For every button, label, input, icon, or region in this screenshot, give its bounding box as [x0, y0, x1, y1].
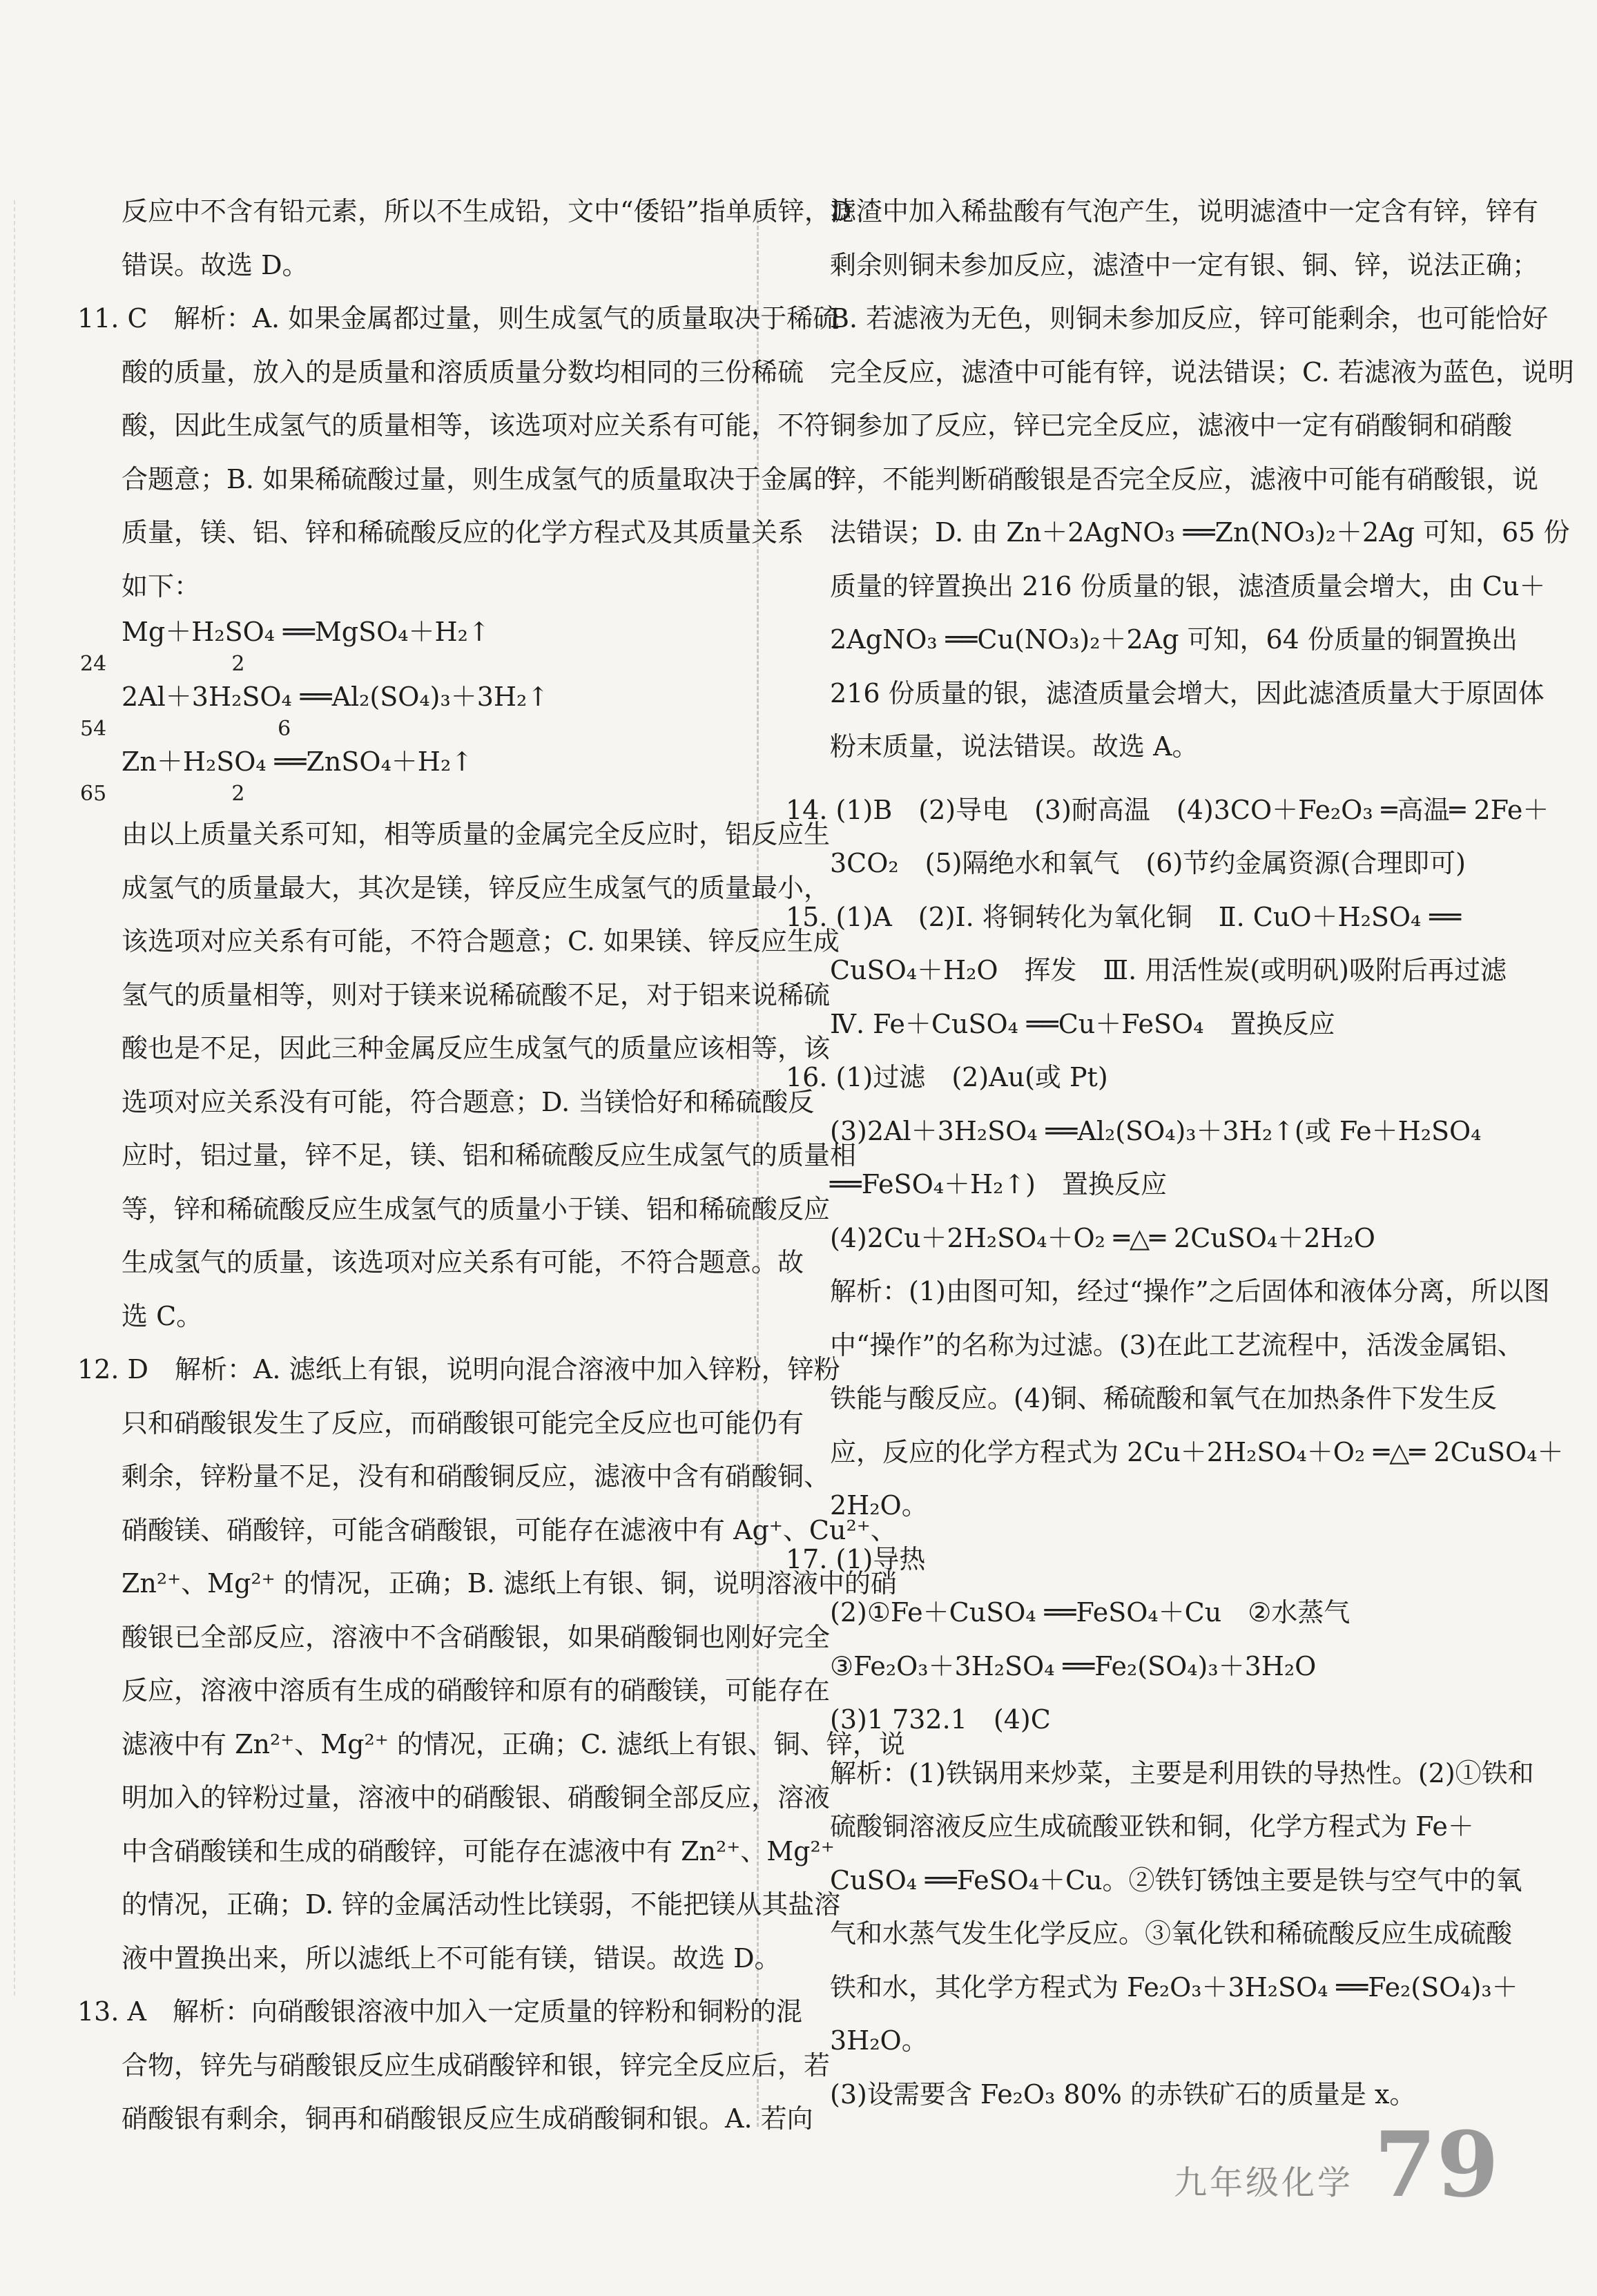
text-line: 3H₂O。	[830, 2025, 928, 2056]
text-line: (4)2Cu＋2H₂SO₄＋O₂ ═△═ 2CuSO₄＋2H₂O	[830, 1222, 1375, 1253]
text-line: 滤液中有 Zn²⁺、Mg²⁺ 的情况，正确；C. 滤纸上有银、铜、锌，说	[122, 1728, 905, 1759]
text-line: 的情况，正确；D. 锌的金属活动性比镁弱，不能把镁从其盐溶	[122, 1889, 841, 1920]
text-line: 成氢气的质量最大，其次是镁，锌反应生成氢气的质量最小，	[122, 872, 831, 903]
text-line: 液中置换出来，所以滤纸上不可能有镁，错误。故选 D。	[122, 1942, 781, 1974]
binding-edge	[14, 200, 15, 1996]
text-line: CuSO₄＋H₂O 挥发 Ⅲ. 用活性炭(或明矾)吸附后再过滤	[830, 955, 1507, 985]
mass-ratio-line: 54 6	[80, 717, 291, 741]
mass-ratio-line: 65 2	[80, 782, 245, 806]
text-line: 生成氢气的质量，该选项对应关系有可能，不符合题意。故	[122, 1247, 804, 1277]
text-line: 2H₂O。	[830, 1490, 928, 1521]
text-line: 铁能与酸反应。(4)铜、稀硫酸和氧气在加热条件下发生反	[830, 1383, 1497, 1414]
text-line: 选 C。	[122, 1300, 203, 1331]
text-line: 等，锌和稀硫酸反应生成氢气的质量小于镁、铝和稀硫酸反应	[122, 1193, 831, 1224]
text-line: 质量的锌置换出 216 份质量的银，滤渣质量会增大，由 Cu＋	[830, 570, 1546, 601]
text-line: 应时，铝过量，锌不足，镁、铝和稀硫酸反应生成氢气的质量相	[122, 1140, 857, 1170]
text-line: 16. (1)过滤 (2)Au(或 Pt)	[786, 1062, 1108, 1092]
equation-line: 2Al＋3H₂SO₄ ══Al₂(SO₄)₃＋3H₂↑	[122, 682, 550, 712]
text-line: Zn²⁺、Mg²⁺ 的情况，正确；B. 滤纸上有银、铜，说明溶液中的硝	[122, 1568, 897, 1599]
text-line: 解析：(1)铁锅用来炒菜，主要是利用铁的导热性。(2)①铁和	[830, 1757, 1534, 1788]
text-line: 如下：	[122, 570, 201, 601]
text-line: Ⅳ. Fe＋CuSO₄ ══Cu＋FeSO₄ 置换反应	[830, 1008, 1335, 1039]
text-line: (2)①Fe＋CuSO₄ ══FeSO₄＋Cu ②水蒸气	[830, 1597, 1351, 1628]
text-line: 中含硝酸镁和生成的硝酸锌，可能存在滤液中有 Zn²⁺、Mg²⁺	[122, 1835, 835, 1866]
text-line: 只和硝酸银发生了反应，而硝酸银可能完全反应也可能仍有	[122, 1407, 804, 1438]
text-line: 由以上质量关系可知，相等质量的金属完全反应时，铝反应生	[122, 819, 831, 849]
text-line: 2AgNO₃ ══Cu(NO₃)₂＋2Ag 可知，64 份质量的铜置换出	[830, 624, 1518, 655]
text-line: 错误。故选 D。	[122, 249, 309, 280]
text-line: 硝酸镁、硝酸锌，可能含硝酸银，可能存在滤液中有 Ag⁺、Cu²⁺、	[122, 1514, 897, 1545]
text-line: (3)设需要含 Fe₂O₃ 80% 的赤铁矿石的质量是 x。	[830, 2078, 1416, 2110]
footer-subject-label: 九年级化学	[1174, 2163, 1354, 2202]
text-line: 氢气的质量相等，则对于镁来说稀硫酸不足，对于铝来说稀硫	[122, 979, 831, 1010]
text-line: 法错误；D. 由 Zn＋2AgNO₃ ══Zn(NO₃)₂＋2Ag 可知，65 份	[830, 517, 1570, 548]
text-line: (3)2Al＋3H₂SO₄ ══Al₂(SO₄)₃＋3H₂↑(或 Fe＋H₂SO₄	[830, 1115, 1482, 1146]
text-line: 剩余则铜未参加反应，滤渣中一定有银、铜、锌，说法正确；	[830, 249, 1539, 280]
text-line: (3)1 732.1 (4)C	[830, 1704, 1051, 1735]
text-line: 铜参加了反应，锌已完全反应，滤液中一定有硝酸铜和硝酸	[830, 410, 1513, 441]
text-line: CuSO₄ ══FeSO₄＋Cu。②铁钉锈蚀主要是铁与空气中的氧	[830, 1864, 1522, 1895]
text-line: 合物，锌先与硝酸银反应生成硝酸锌和银，锌完全反应后，若	[122, 2049, 831, 2081]
text-line: 质量，镁、铝、锌和稀硫酸反应的化学方程式及其质量关系	[122, 517, 804, 548]
text-line: 酸的质量，放入的是质量和溶质质量分数均相同的三份稀硫	[122, 356, 804, 387]
text-line: 反应，溶液中溶质有生成的硝酸锌和原有的硝酸镁，可能存在	[122, 1675, 831, 1706]
text-line: 硫酸铜溶液反应生成硫酸亚铁和铜，化学方程式为 Fe＋	[830, 1811, 1474, 1842]
text-line: 中“操作”的名称为过滤。(3)在此工艺流程中，活泼金属铝、	[830, 1329, 1524, 1360]
text-line: 锌，不能判断硝酸银是否完全反应，滤液中可能有硝酸银，说	[830, 463, 1539, 494]
text-line: 11. C 解析：A. 如果金属都过量，则生成氢气的质量取决于稀硫	[77, 303, 840, 334]
text-line: 气和水蒸气发生化学反应。③氧化铁和稀硫酸反应生成硫酸	[830, 1918, 1513, 1949]
page-number: 79	[1374, 2112, 1499, 2217]
text-line: 明加入的锌粉过量，溶液中的硝酸银、硝酸铜全部反应，溶液	[122, 1782, 831, 1813]
text-line: 该选项对应关系有可能，不符合题意；C. 如果镁、锌反应生成	[122, 926, 840, 956]
text-line: ③Fe₂O₃＋3H₂SO₄ ══Fe₂(SO₄)₃＋3H₂O	[830, 1650, 1317, 1681]
text-line: 15. (1)A (2)Ⅰ. 将铜转化为氧化铜 Ⅱ. CuO＋H₂SO₄ ══	[786, 901, 1462, 932]
mass-ratio-line: 24 2	[80, 652, 245, 676]
text-line: 合题意；B. 如果稀硫酸过量，则生成氢气的质量取决于金属的	[122, 463, 840, 494]
spacer	[786, 774, 1487, 784]
text-line: 完全反应，滤渣中可能有锌，说法错误；C. 若滤液为蓝色，说明	[830, 356, 1574, 387]
text-line: 216 份质量的银，滤渣质量会增大，因此滤渣质量大于原固体	[830, 677, 1545, 708]
equation-line: Mg＋H₂SO₄ ══MgSO₄＋H₂↑	[122, 617, 490, 647]
text-line: 3CO₂ (5)隔绝水和氧气 (6)节约金属资源(合理即可)	[830, 848, 1466, 878]
text-line: 14. (1)B (2)导电 (3)耐高温 (4)3CO＋Fe₂O₃ ═高温═ 2Fe＋	[786, 794, 1549, 825]
text-line: 反应中不含有铅元素，所以不生成铅，文中“倭铅”指单质锌，D	[122, 196, 852, 226]
text-line: 酸也是不足，因此三种金属反应生成氢气的质量应该相等，该	[122, 1033, 831, 1063]
right-column	[786, 185, 1574, 2121]
text-line: 硝酸银有剩余，铜再和硝酸银反应生成硝酸铜和银。A. 若向	[122, 2103, 813, 2134]
text-line: ══FeSO₄＋H₂↑) 置换反应	[830, 1169, 1167, 1199]
text-line: 酸银已全部反应，溶液中不含硝酸银，如果硝酸铜也刚好完全	[122, 1621, 831, 1652]
text-line: B. 若滤液为无色，则铜未参加反应，锌可能剩余，也可能恰好	[830, 303, 1549, 334]
text-line: 铁和水，其化学方程式为 Fe₂O₃＋3H₂SO₄ ══Fe₂(SO₄)₃＋	[830, 1971, 1518, 2003]
text-line: 解析：(1)由图可知，经过“操作”之后固体和液体分离，所以图	[830, 1276, 1550, 1306]
text-line: 滤渣中加入稀盐酸有气泡产生，说明滤渣中一定含有锌，锌有	[830, 196, 1539, 226]
text-line: 12. D 解析：A. 滤纸上有银，说明向混合溶液中加入锌粉，锌粉	[77, 1354, 840, 1385]
text-line: 剩余，锌粉量不足，没有和硝酸铜反应，滤液中含有硝酸铜、	[122, 1461, 831, 1492]
text-line: 17. (1)导热	[786, 1543, 926, 1574]
equation-line: Zn＋H₂SO₄ ══ZnSO₄＋H₂↑	[122, 746, 474, 777]
text-line: 应，反应的化学方程式为 2Cu＋2H₂SO₄＋O₂ ═△═ 2CuSO₄＋	[830, 1436, 1564, 1467]
text-line: 粉末质量，说法错误。故选 A。	[830, 731, 1199, 762]
text-line: 酸，因此生成氢气的质量相等，该选项对应关系有可能，不符	[122, 410, 831, 441]
text-line: 13. A 解析：向硝酸银溶液中加入一定质量的锌粉和铜粉的混	[77, 1996, 802, 2027]
text-line: 选项对应关系没有可能，符合题意；D. 当镁恰好和稀硫酸反	[122, 1086, 815, 1117]
